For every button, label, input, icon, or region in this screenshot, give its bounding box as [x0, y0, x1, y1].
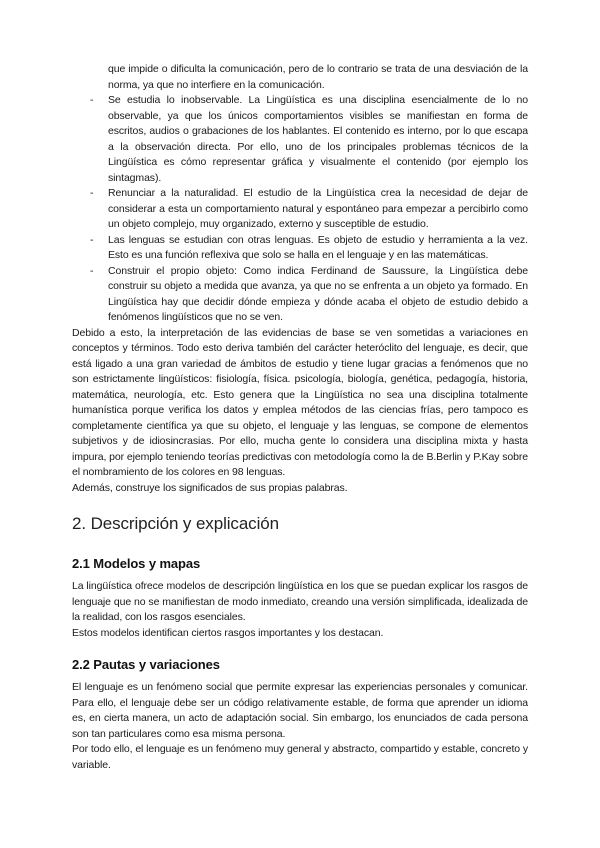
list-item — [72, 233, 528, 264]
bullet-dash: - — [90, 187, 94, 199]
bullet-text: Renunciar a la naturalidad. El estudio de la Lingüística crea la necesidad de dejar de considerar a esta un comportamiento natural y espontáneo para empezar a percibirlo como un objeto complejo, muy organizado, externo y susceptible de estudio. — [108, 187, 528, 230]
list-item — [72, 93, 528, 186]
bullet-text: Las lenguas se estudian con otras lenguas. Es objeto de estudio y herramienta a la vez. Esto es una función reflexiva que solo se halla en el lenguaje y en las matemáticas. — [108, 233, 528, 261]
paragraph-pautas-1: El lenguaje es un fenómeno social que permite expresar las experiencias personales y comunicar. Para ello, el lenguaje debe ser un código relativamente estable, de forma que aprender un idioma es, en cierta manera, un acto de adaptación social. Sin embargo, los enunciados de cada persona son tan particulares como esa misma persona. — [72, 681, 528, 740]
bullet-dash: - — [90, 264, 94, 277]
paragraph-debido: Debido a esto, la interpretación de las evidencias de base se ven sometidas a variaciones en conceptos y términos. Todo esto deriva también del carácter heteróclito del lenguaje, es decir, que está ligado a una gran variedad de ámbitos de estudio y tiene lugar gracias a fenómenos que no son estrictamente lingüísticos: fisiología, física. psicología, biología, genética, pedagogía, historia, matemática, neurología, etc. Esto genera que la Lingüística no sea una disciplina totalmente humanística porque verifica los datos y emplea métodos de las ciencias frías, pero tampoco es completamente científica ya que su objeto, el lenguaje y las lenguas, se compone de elementos subjetivos y de idiosincrasias. Por ello, mucha gente lo considera una disciplina mixta y hasta impura, por ejemplo teniendo teorías predictivas con metodología como la de B.Berlin y P.Kay sobre el nombramiento de los colores en 98 lenguas. — [72, 326, 528, 478]
list-item — [72, 186, 528, 233]
list-item — [72, 264, 528, 326]
bullet-dash: - — [90, 94, 94, 106]
intro-continuation: que impide o dificulta la comunicación, pero de lo contrario se trata de una desviación de la norma, ya que no interfiere en la comunicación. — [108, 63, 528, 91]
paragraph-ademas: Además, construye los significados de sus propias palabras. — [72, 481, 348, 494]
bullet-list — [72, 93, 528, 326]
subsection-2-2-heading: 2.2 Pautas y variaciones — [72, 657, 220, 672]
bullet-dash: - — [90, 233, 94, 246]
subsection-2-1-heading: 2.1 Modelos y mapas — [72, 556, 201, 571]
page-content — [72, 62, 528, 773]
bullet-text: Construir el propio objeto: Como indica Ferdinand de Saussure, la Lingüística debe construir su objeto a medida que avanza, ya que no se enfrenta a un objeto ya formado. En Lingüística hay que decidir dónde empieza y dónde acaba el objeto de estudio debido a fenómenos lingüísticos que no se ven. — [108, 264, 528, 323]
section-2-heading: 2. Descripción y explicación — [72, 514, 279, 533]
paragraph-pautas-2: Por todo ello, el lenguaje es un fenómeno muy general y abstracto, compartido y estable, concreto y variable. — [72, 743, 528, 771]
bullet-text: Se estudia lo inobservable. La Lingüística es una disciplina esencialmente de lo no observable, ya que los únicos comportamientos visibles se manifiestan en forma de escritos, audios o grabaciones de los hablantes. El contenido es interno, por lo que escapa a la observación directa. Por ello, uno de los principales problemas técnicos de la Lingüística es cómo representar gráfica y visualmente el contenido (por ejemplo los sintagmas). — [108, 94, 528, 184]
spacer — [72, 641, 528, 656]
paragraph-modelos-2: Estos modelos identifican ciertos rasgos importantes y los destacan. — [72, 626, 384, 639]
paragraph-modelos-1: La lingüística ofrece modelos de descripción lingüística en los que se puedan explicar los rasgos de lenguaje que no se manifiestan de modo inmediato, creando una versión simplificada, idealizada de la realidad, con los rasgos esenciales. — [72, 580, 528, 623]
